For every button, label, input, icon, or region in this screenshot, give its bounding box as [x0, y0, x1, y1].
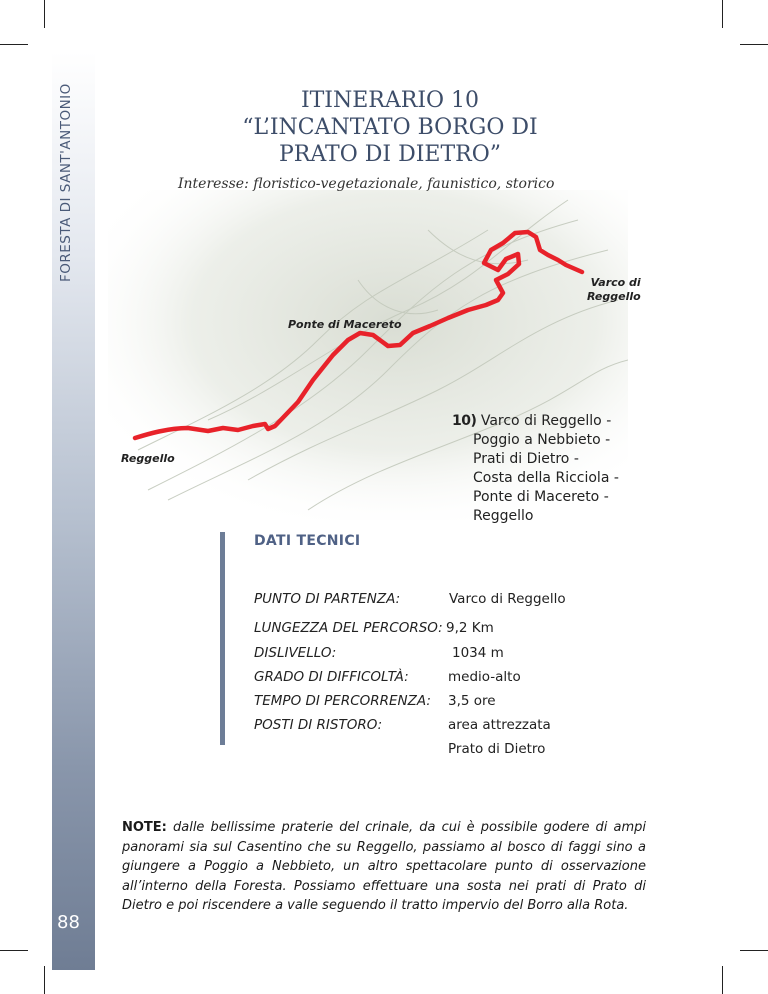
- crop-mark: [0, 44, 28, 45]
- crop-mark: [44, 0, 45, 28]
- tech-value: area attrezzata: [448, 717, 551, 733]
- notes-paragraph: [122, 818, 646, 916]
- crop-mark: [722, 0, 723, 28]
- tech-label: GRADO DI DIFFICOLTÀ:: [254, 669, 409, 685]
- route-description: [452, 412, 619, 526]
- route-line-2: Poggio a Nebbieto -: [473, 432, 611, 448]
- crop-mark: [740, 950, 768, 951]
- title-line: PRATO DI DIETRO”: [279, 142, 501, 167]
- route-line-1: Varco di Reggello -: [480, 413, 612, 429]
- route-number: 10): [452, 413, 477, 429]
- crop-mark: [722, 966, 723, 994]
- crop-mark: [0, 950, 28, 951]
- tech-title: DATI TECNICI: [254, 533, 361, 549]
- map-label-reggello: Reggello: [121, 452, 175, 465]
- map-label-line: Varco di: [590, 276, 641, 289]
- crop-mark: [44, 966, 45, 994]
- tech-label: POSTI DI RISTORO:: [254, 717, 383, 733]
- tech-value: 3,5 ore: [448, 693, 496, 709]
- tech-value: 1034 m: [452, 645, 504, 661]
- tech-value: Prato di Dietro: [448, 741, 546, 757]
- map-label-line: Reggello: [587, 290, 641, 303]
- notes-label: NOTE:: [122, 820, 167, 835]
- page-number: 88: [57, 912, 80, 933]
- notes-text: dalle bellissime praterie del crinale, da cui è possibile godere di ampi panorami sia sul Casentino che su Reggello, passiamo al bosco di faggi sino a giungere a Poggio a Nebbieto, un altro spettacolare punto di osservazione all’interno della Foresta. Possiamo effettuare una sosta nei prati di Prato di Dietro e poi riscendere a valle seguendo il tratto impervio del Borro alla Rota.: [122, 820, 646, 913]
- tech-value: medio-alto: [448, 669, 521, 685]
- page-title: [150, 87, 630, 168]
- route-line-3: Prati di Dietro -: [473, 451, 579, 467]
- tech-label: PUNTO DI PARTENZA:: [254, 591, 401, 607]
- crop-mark: [740, 44, 768, 45]
- interest-line: Interesse: floristico-vegetazionale, faunistico, storico: [178, 176, 555, 192]
- tech-value: 9,2 Km: [446, 620, 494, 636]
- map-label-varco: [587, 276, 641, 304]
- tech-label: DISLIVELLO:: [254, 645, 337, 661]
- route-line-5: Ponte di Macereto -: [473, 489, 609, 505]
- tech-accent-bar: [220, 532, 225, 745]
- map-label-ponte: Ponte di Macereto: [288, 318, 402, 331]
- title-line: ITINERARIO 10: [300, 88, 480, 113]
- tech-label: LUNGEZZA DEL PERCORSO:: [254, 620, 443, 636]
- route-line-4: Costa della Ricciola -: [473, 470, 619, 486]
- sidebar-title: FORESTA DI SANT'ANTONIO: [58, 83, 74, 282]
- title-line: “L’INCANTATO BORGO DI: [242, 115, 538, 140]
- tech-label: TEMPO DI PERCORRENZA:: [254, 693, 431, 709]
- tech-value: Varco di Reggello: [449, 591, 566, 607]
- route-line-6: Reggello: [473, 508, 534, 524]
